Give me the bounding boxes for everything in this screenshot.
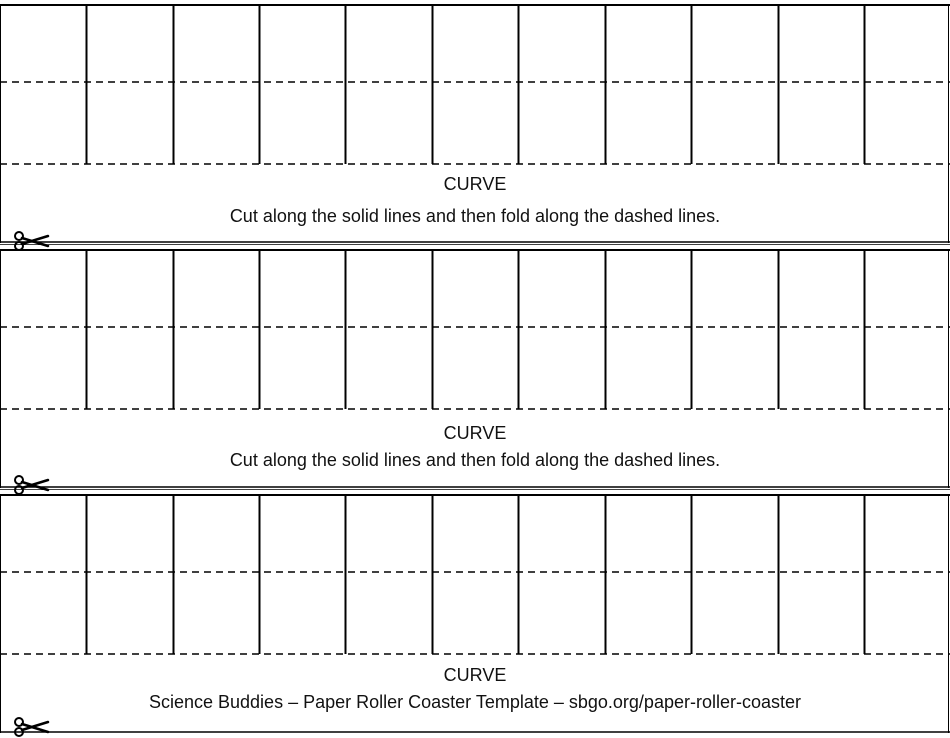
strip-label-1: [0, 165, 950, 243]
strip-instruction-1: Cut along the solid lines and then fold along the dashed lines.: [229, 206, 721, 226]
strip-title-3: CURVE: [443, 665, 507, 685]
strip-label-2: [0, 410, 950, 488]
coaster-strip-3: [0, 490, 950, 735]
coaster-strip-1: [0, 0, 950, 245]
strip-instruction-3: Science Buddies – Paper Roller Coaster Template – sbgo.org/paper-roller-coaster: [148, 692, 801, 712]
strip-title-1: CURVE: [443, 174, 507, 194]
strip-instruction-2: Cut along the solid lines and then fold along the dashed lines.: [229, 450, 721, 470]
strip-title-2: CURVE: [443, 423, 507, 443]
strip-label-3: [0, 652, 950, 730]
coaster-strip-2: [0, 245, 950, 490]
